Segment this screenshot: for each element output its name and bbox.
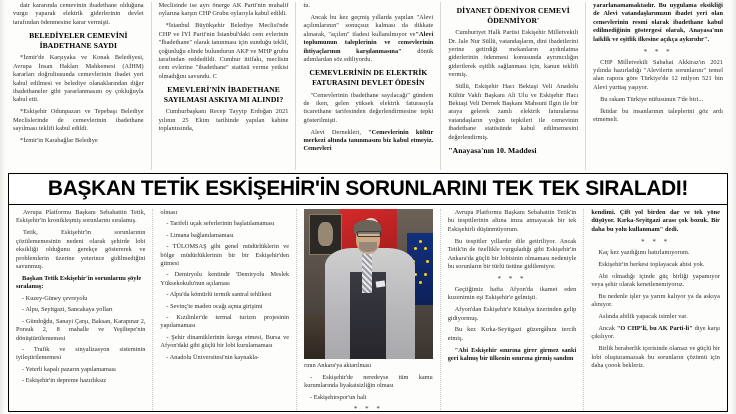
section-heading-anayasa: "Anayasa'nın 10. Maddesi — [448, 145, 537, 155]
bottom-column-2 — [152, 209, 296, 411]
paragraph: Aslında abilik yapacak isimler var. — [598, 313, 688, 321]
person-beard — [359, 242, 377, 252]
paragraph: Meclisinde ise ayrı önerge AK Parti'nin muhalif oylarına karşın CHP Grubu oylarıyla kabul edildi. — [158, 2, 289, 18]
section-heading-diyanet: DİYANET ÖDENİYOR CEMEVİ ÖDENMİYOR' — [456, 6, 570, 25]
paragraph: Cumhuriyet Halk Partisi Eskişehir Milletvekili Dr. Jale Nur Süllü, vatandaşların, dini ibadetlerini yerine getirdiği mekanların aydınlatma giderlerinin ödenmesi konusunda ayrımcılığın giderilerek eşitlik sağlanması için, kanun teklifi vermiş. — [448, 29, 579, 79]
list-item: - Şehir dinamiklerinin kavga etmesi, Bursa ve Afyon'daki gibi güçlü bir lobi kurulamaması — [160, 333, 290, 350]
paragraph: tu. — [303, 2, 311, 9]
list-item: - Eskişehir'in depreme hazırlıksız — [22, 377, 107, 385]
bottom-column-1 — [9, 209, 152, 411]
paragraph: Bu kez Kırka-Seyitgazi güzergâhını tercih etmiş. — [447, 326, 577, 342]
paragraph: Tetik, Eskişehir'in sorunlarının çözülememesinin nedeni olarak şehirde lobi eksikliği olduğunu gerekçe göstererek ve problemlerin üzerine yeterince gidilmediğini savunmuş. — [16, 229, 146, 270]
list-item: - Limana bağlanılamaması — [166, 231, 234, 239]
top-column-2 — [151, 2, 296, 170]
paragraph: Abi olmadığı içinde güç birliği yapamıyor veya şehir olarak kenetlenemiyoruz. — [591, 272, 720, 288]
bottom-column-4 — [440, 209, 584, 411]
paragraph-separator: * * * — [497, 274, 527, 283]
paragraph-quote: "Abi Eskişehir sınırına girer girmez sanki geri kalmış bir ülkenin sınırına girmiş sandım — [447, 346, 577, 363]
paragraph: Bu tespitler yıllardır dile getiriliyor. Ancak Tetik'in de özellikle vurguladığı gibi Eskişehir'in Ankara'da güçlü bir lobisinin olmaması nedeniyle bu sorunların bir türlü üstüne gidilemiyor. — [447, 237, 577, 270]
section-heading-belediyeler: BELEDİYELER CEMEVİNİ İBADETHANE SAYDI — [29, 31, 128, 50]
list-item: - Trafik ve sinyalizasyon sisteminin iyileştirilememesi — [16, 346, 146, 362]
paragraph — [591, 325, 720, 342]
headline-banner — [8, 173, 728, 204]
paragraph: Süllü, Eskişehir Hacı Bektaşi Veli Anadolu Kültür Vakfı Başkanı Ali Ulu ve Eskişehir Hacı Bektaşi Veli Dernek Başkanı Mahsuni Ilgın ile bir araya gelerek zamlı elektrik faturalarına vatandaşların yoğun tepkileri ile cemevinin ibadethane statüsünde kabul edilmemesini değerlendirmiş. — [448, 83, 579, 141]
paragraph: Avrupa Platformu Başkanı Sebahattin Tetik, Eskişehir'in kronikleşmiş sorunlarını sıralamış. — [16, 209, 146, 225]
section-heading-cemevleri-askiya: EMEVLERİ'NİN İBADETHANE SAYILMASI ASKIYA MI ALINDI? — [163, 85, 284, 104]
paragraph-emphasis: "Cemevlerinin kültür merkezi altında tanınmasını biz kabul etmeyiz. Cemevleri — [303, 128, 434, 153]
paragraph-part: dönük adımlardan söz ediliyordu. — [303, 47, 434, 63]
paragraph: Cumhurbaşkanı Recep Tayyip Erdoğan 2021 yılının 25 Ekim tarihinde yapılan kabine toplantısında, — [158, 108, 289, 133]
list-item: - Kızılinler'de termal turizm projesinin yapılamaması — [160, 314, 290, 330]
paragraph-quote: kendimi. Çift yol birden dar ve tek yöne düşüyor. Kırka-Seyitgazi arası çok bozuk. Bir daha bu yolu kullanmam" dedi. — [591, 209, 720, 233]
paragraph: *Eskişehir Odunpazarı ve Tepebaşı Belediye Meclislerinde de cemevlerinin ibadethane sayılması teklifi kabul edildi. — [13, 108, 144, 133]
list-item: - Kuzey-Güney çevreyolu — [22, 295, 88, 303]
paragraph: Bu nedenle işler ya yarım kalıyor ya da askıya alınıyor. — [591, 292, 720, 309]
scan-edge-right — [730, 0, 736, 414]
paragraph: olması — [160, 209, 178, 216]
paragraph: Birlik beraberlik içerisinde olamaz ve güçlü bir lobi oluşturamazsak bu sorunların çözümü için daha çoook bekleriz. — [591, 345, 720, 370]
paragraph: Kaç kez yazdığımı hatırlamıyorum. — [598, 248, 690, 256]
paragraph: *İzmir'in Karabağlar Belediye — [20, 137, 98, 145]
paragraph-part: Ancak — [598, 325, 617, 333]
paragraph-part: Alevi Dernekleri, — [310, 128, 369, 136]
list-intro: Başkan Tetik Eskişehir'in sorunlarını şöyle sıralamış: — [16, 274, 142, 291]
paragraph: İktidar bu insanlarının taleplerini göz ardı etmemeli. — [593, 107, 723, 123]
article-photo-wrapper — [304, 209, 433, 359]
list-item: - Alpu, Seyitgazi, Sancakaya yolları — [22, 306, 113, 314]
top-column-3 — [295, 2, 440, 170]
top-column-4 — [440, 2, 585, 170]
paragraph: *İzmir'de Karşıyaka ve Konak Belediyesi, Avrupa İnsan Hakları Mahkemesi (AİHM) kararları doğrultusunda cemevlerinin ibadet yeri kabul edilmesi ve belediye olanaklarından diğer ibadethaneler gibi yararlanmasını oy çokluğuyla kabul etti. — [13, 54, 144, 104]
list-item: - Eskişehirspor'un hali — [310, 393, 367, 401]
paragraph: Bu rakam Türkiye nüfusunun 7'de biri... — [600, 95, 704, 103]
paragraph — [303, 129, 433, 154]
list-item: - Tarifeli uçak seferlerinin başlatılamaması — [166, 220, 275, 228]
list-item: - Yeterli kapalı pazarın yapılamaması — [22, 365, 116, 373]
list-item: - Eskişehir'de neredeyse tüm kamu kurumlarında liyakatsizliğin olması — [304, 374, 433, 390]
list-item: - Sevinç'te maden ocağı açma girişimi — [166, 302, 263, 310]
top-article-section — [0, 0, 736, 170]
list-item: - Alpu'da kömürlü termik santral tehlikesi — [166, 291, 272, 299]
pocket-square — [376, 280, 386, 287]
paragraph-quote: yararlanamamaktadır. Bu uygulama eksikliği de Alevi vatandaşlarımızın ibadet yeri olan cemevlerinin resmi olarak ibadethane kabul edilmediğinin göstergesi olarak, Anayasa'nın laiklik ve eşitlik ilkesine açıkça aykırıdır". — [593, 2, 723, 43]
bottom-column-5 — [583, 209, 727, 411]
paragraph: Afyon'dan Eskişehir'e Kütahya üzerinden gelip gidiyormuş. — [447, 306, 577, 322]
paragraph-emphasis: "Alevi toplumunun taleplerinin ve cemevlerinin ihtiyaçlarının karşılanmasına" — [303, 30, 434, 55]
paragraph-part: Ancak bu kez geçmiş yıllarda yapılan "Alevi açılımlarının" sonuçsuz kalması da dikkate alınarak, "açılım" ifadesi kullanılmıyor ve — [303, 13, 434, 38]
paragraph-separator: * * * — [353, 405, 383, 411]
paragraph-part: diye karşı çıkılıyor. — [591, 325, 720, 341]
list-item: - TÜLOMSAŞ gibi genel müdürlüklerin ve bölge müdürlüklerinin bir bir Eskişehir'den gitmesi — [160, 243, 290, 268]
page-title: BAŞKAN TETİK ESKİŞEHİR'İN SORUNLARINI TEK TEK SIRALADI! — [47, 176, 689, 200]
top-column-1 — [6, 2, 151, 170]
paragraph: *İstanbul Büyükşehir Belediye Meclisi'nde CHP ve İYİ Parti'nin İstanbul'daki cem evlerinin "İbadethane" olarak tanınması için sunduğu teklif, çoğunluğu elinde bulundurun AKP ve MHP grubu tarafından reddedildi. Cumhur ittifakı, meclisin cem evlerine "ibadethane" statüsü verme yetkisi olmadığını savundu. C — [158, 22, 289, 80]
paragraph: "Cemevlerinin ibadethane sayılacağı" gündem de iken, gelen yüksek elektrik faturasıyla ticarethane tarifesinden değerlendirmesine tepki gösterilmişti. — [303, 91, 434, 124]
glasses-icon — [357, 231, 381, 238]
list-item: - Gündoğdu, Sanayi Çarşı, Baksan, Karapınar 2, Porsuk 2, 8 mahalle ve Yeşiltepe'nin dönüştürülememesi — [16, 317, 146, 342]
photo-sebahattin-tetik — [304, 209, 433, 359]
framed-portrait — [309, 214, 342, 255]
paragraph-separator: * * * — [641, 237, 671, 246]
person-tie — [362, 254, 372, 293]
bottom-column-3 — [296, 209, 440, 411]
paragraph-separator: * * * — [643, 47, 673, 56]
paragraph: Geçtiğimiz hafta Afyon'da ikamet eden kuzenimin eşi Eskişehir'e gelmişti. — [447, 285, 577, 302]
paragraph: Avrupa Platformu Başkanı Sebahattin Tetik'in bu tespitlerinin altına imza atmayacak bir tek Eskişehirli düşünmüyorum. — [447, 209, 577, 233]
paragraph-emphasis: "O CHP'li, bu AK Parti-li" — [616, 325, 693, 333]
bottom-article-section — [8, 204, 728, 412]
paragraph — [303, 14, 433, 64]
top-column-5 — [585, 2, 730, 170]
photo-caption: rının Ankara'ya aktarılması — [304, 362, 372, 369]
paragraph: dair kararında cemevinin ibadethane olduğuna vurgu yaparak elektrik giderlerinin devlet tarafından ödenmesine karar vermişti. — [13, 2, 144, 26]
paragraph: CHP Milletvekili Sabahat Akkiraz'ın 2021 yılında hazırladığı "Alevilerin sorunlarını" temel alan rapora göre Türkiye'de 12 milyon 521 bin Alevi yurttaş yaşıyor. — [593, 58, 723, 91]
section-heading-elektrik-faturasi: CEMEVLERİNİN DE ELEKTRİK FATURASINI DEVLET ÖDESİN — [309, 68, 428, 87]
paragraph: Eskişehir'in herkesi toplayacak abisi yok. — [598, 260, 705, 268]
list-item: - Anadolu Üniversitesi'nin kaynakla- — [166, 353, 260, 361]
list-item: - Demiryolu kentinde 'Demiryolu Meslek Yüksekokulu'nun açılaması — [160, 271, 290, 287]
